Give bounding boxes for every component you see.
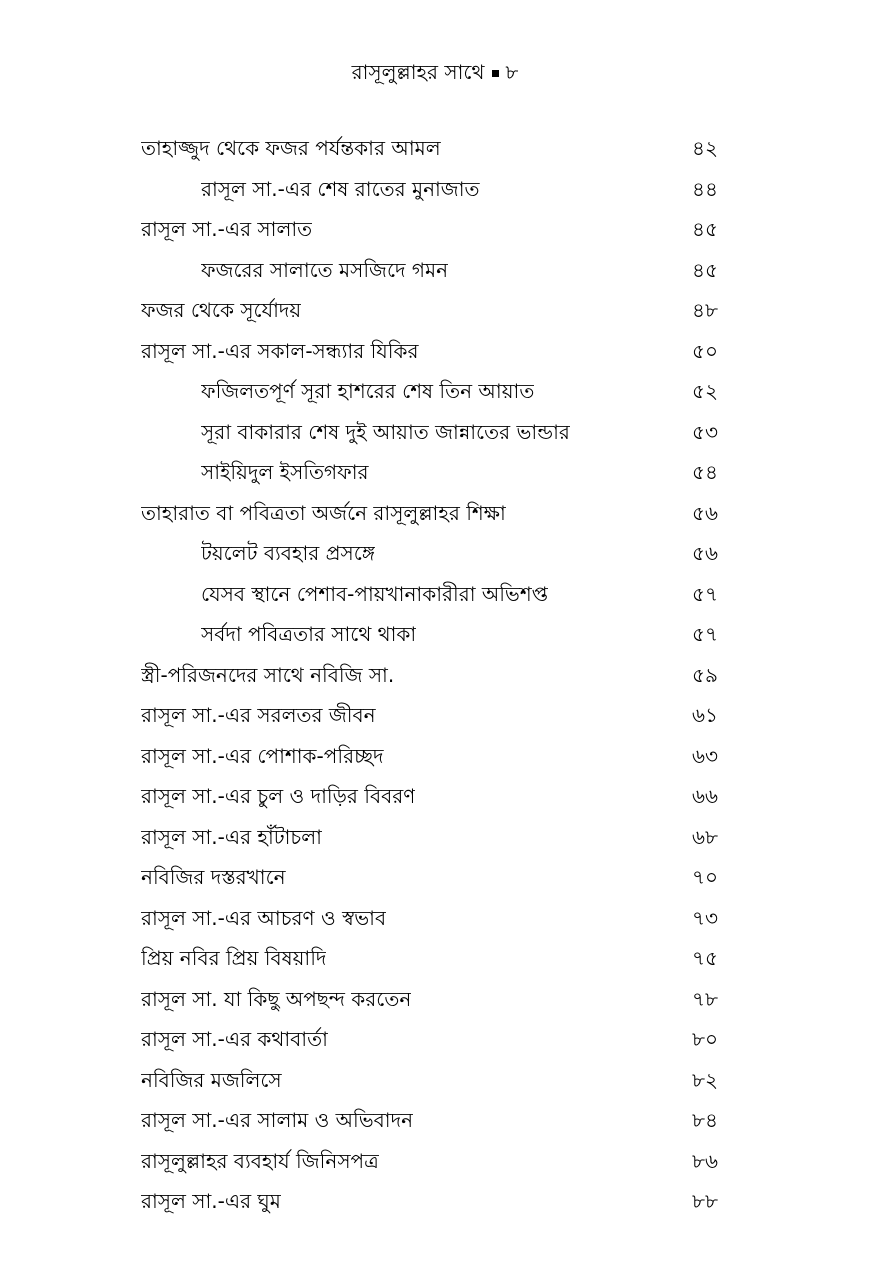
toc-subentry: [0, 172, 870, 213]
toc-entry-page: ৫৩: [692, 419, 718, 444]
toc-entry: [0, 131, 870, 172]
toc-entry: [0, 1022, 870, 1063]
toc-entry: [0, 1063, 870, 1104]
toc-entry-title: প্রিয় নবির প্রিয় বিষয়াদি: [141, 946, 327, 970]
toc-subentry: [0, 536, 870, 577]
toc-entry-title: ফজিলতপূর্ণ সূরা হাশরের শেষ তিন আয়াত: [201, 379, 535, 403]
toc-entry-title: রাসূলুল্লাহর ব্যবহার্য জিনিসপত্র: [141, 1148, 379, 1173]
toc-entry-title: রাসূল সা.-এর শেষ রাতের মুনাজাত: [201, 176, 480, 201]
toc-entry: [0, 293, 870, 334]
toc-subentry: [0, 415, 870, 456]
toc-entry-page: ৫২: [692, 379, 718, 403]
toc-entry-page: ৪৫: [692, 257, 718, 282]
toc-entry-page: ৭৩: [691, 905, 718, 930]
toc-entry-page: ৮২: [692, 1067, 718, 1092]
toc-entry-page: ৪২: [692, 136, 718, 160]
toc-subentry: [0, 374, 870, 415]
toc-entry-page: ৮০: [692, 1027, 718, 1051]
toc-entry-page: ৫৭: [692, 581, 718, 606]
toc-entry-title: টয়লেট ব্যবহার প্রসঙ্গে: [201, 541, 376, 565]
toc-entry-page: ৬৮: [692, 824, 718, 849]
toc-entry: [0, 901, 870, 942]
toc-entry-title: যেসব স্থানে পেশাব-পায়খানাকারীরা অভিশপ্ত: [201, 581, 549, 606]
toc-entry: [0, 941, 870, 982]
toc-entry-title: সাইয়িদুল ইসতিগফার: [201, 460, 369, 484]
toc-entry-title: স্ত্রী-পরিজনদের সাথে নবিজি সা.: [141, 662, 395, 687]
toc-entry: [0, 739, 870, 780]
toc-entry: [0, 1144, 870, 1185]
toc-entry-title: ফজরের সালাতে মসজিদে গমন: [201, 257, 449, 282]
page-number: ৮: [505, 60, 519, 84]
toc-entry: [0, 982, 870, 1023]
toc-entry-title: তাহাজ্জুদ থেকে ফজর পর্যন্তকার আমল: [141, 136, 441, 160]
toc-entry: [0, 698, 870, 739]
toc-entry-title: রাসূল সা.-এর কথাবার্তা: [141, 1027, 328, 1051]
toc-entry-title: নবিজির দস্তরখানে: [141, 865, 286, 889]
toc-entry: [0, 334, 870, 375]
book-title: রাসূলুল্লাহর সাথে: [351, 60, 485, 84]
toc-entry-page: ৬৩: [691, 743, 718, 768]
toc-entry-page: ৫৪: [692, 460, 718, 484]
toc-entry-page: ৫৬: [692, 500, 718, 525]
toc-entry-page: ৮৪: [692, 1108, 718, 1132]
toc-entry-title: রাসূল সা.-এর সালাত: [141, 217, 313, 241]
toc-entry-title: রাসূল সা.-এর সালাম ও অভিবাদন: [141, 1108, 414, 1132]
toc-entry-title: ফজর থেকে সূর্যোদয়: [141, 298, 302, 322]
toc-entry-page: ৬১: [692, 703, 718, 727]
toc-entry: [0, 1184, 870, 1225]
toc-entry-page: ৭৮: [692, 986, 718, 1011]
toc-entry: [0, 820, 870, 861]
toc-entry-title: রাসূল সা.-এর পোশাক-পরিচ্ছদ: [141, 743, 384, 768]
toc-subentry: [0, 577, 870, 618]
toc-entry-title: রাসূল সা.-এর ঘুম: [141, 1189, 281, 1213]
toc-entry-page: ৪৪: [692, 176, 718, 201]
running-header: [0, 58, 870, 86]
toc-subentry: [0, 617, 870, 658]
toc-entry-page: ৮৬: [692, 1148, 718, 1173]
toc-entry: [0, 496, 870, 537]
toc-entry-page: ৪৮: [692, 298, 718, 322]
toc-entry-title: রাসূল সা.-এর চুল ও দাড়ির বিবরণ: [141, 784, 416, 808]
toc-entry: [0, 1103, 870, 1144]
toc-subentry: [0, 455, 870, 496]
toc-entry-page: ৫৭: [692, 622, 718, 646]
toc-entry-title: রাসূল সা.-এর সরলতর জীবন: [141, 703, 376, 727]
toc-entry-title: রাসূল সা.-এর আচরণ ও স্বভাব: [141, 905, 387, 930]
toc-entry: [0, 779, 870, 820]
toc-entry-page: ৮৮: [692, 1189, 718, 1213]
toc-entry: [0, 658, 870, 699]
toc-entry-page: ৫৬: [692, 541, 718, 565]
toc-entry-title: সর্বদা পবিত্রতার সাথে থাকা: [201, 622, 417, 646]
table-of-contents: [0, 131, 870, 1225]
toc-entry: [0, 212, 870, 253]
toc-entry-page: ৭০: [691, 865, 718, 889]
toc-entry-page: ৫০: [692, 338, 718, 363]
toc-entry: [0, 860, 870, 901]
toc-entry-title: রাসূল সা.-এর হাঁটাচলা: [141, 824, 322, 849]
toc-entry-page: ৪৫: [692, 217, 718, 241]
toc-entry-title: নবিজির মজলিসে: [141, 1067, 282, 1092]
toc-subentry: [0, 253, 870, 294]
toc-entry-title: রাসূল সা. যা কিছু অপছন্দ করতেন: [141, 986, 412, 1011]
toc-entry-title: রাসূল সা.-এর সকাল-সন্ধ্যার যিকির: [141, 338, 419, 363]
toc-entry-title: সূরা বাকারার শেষ দুই আয়াত জান্নাতের ভান্ডার: [201, 419, 570, 444]
toc-entry-page: ৬৬: [691, 784, 718, 808]
square-separator-icon: [492, 70, 499, 77]
toc-entry-title: তাহারাত বা পবিত্রতা অর্জনে রাসূলুল্লাহর শিক্ষা: [141, 500, 506, 525]
toc-entry-page: ৭৫: [692, 946, 718, 970]
toc-entry-page: ৫৯: [692, 662, 718, 687]
